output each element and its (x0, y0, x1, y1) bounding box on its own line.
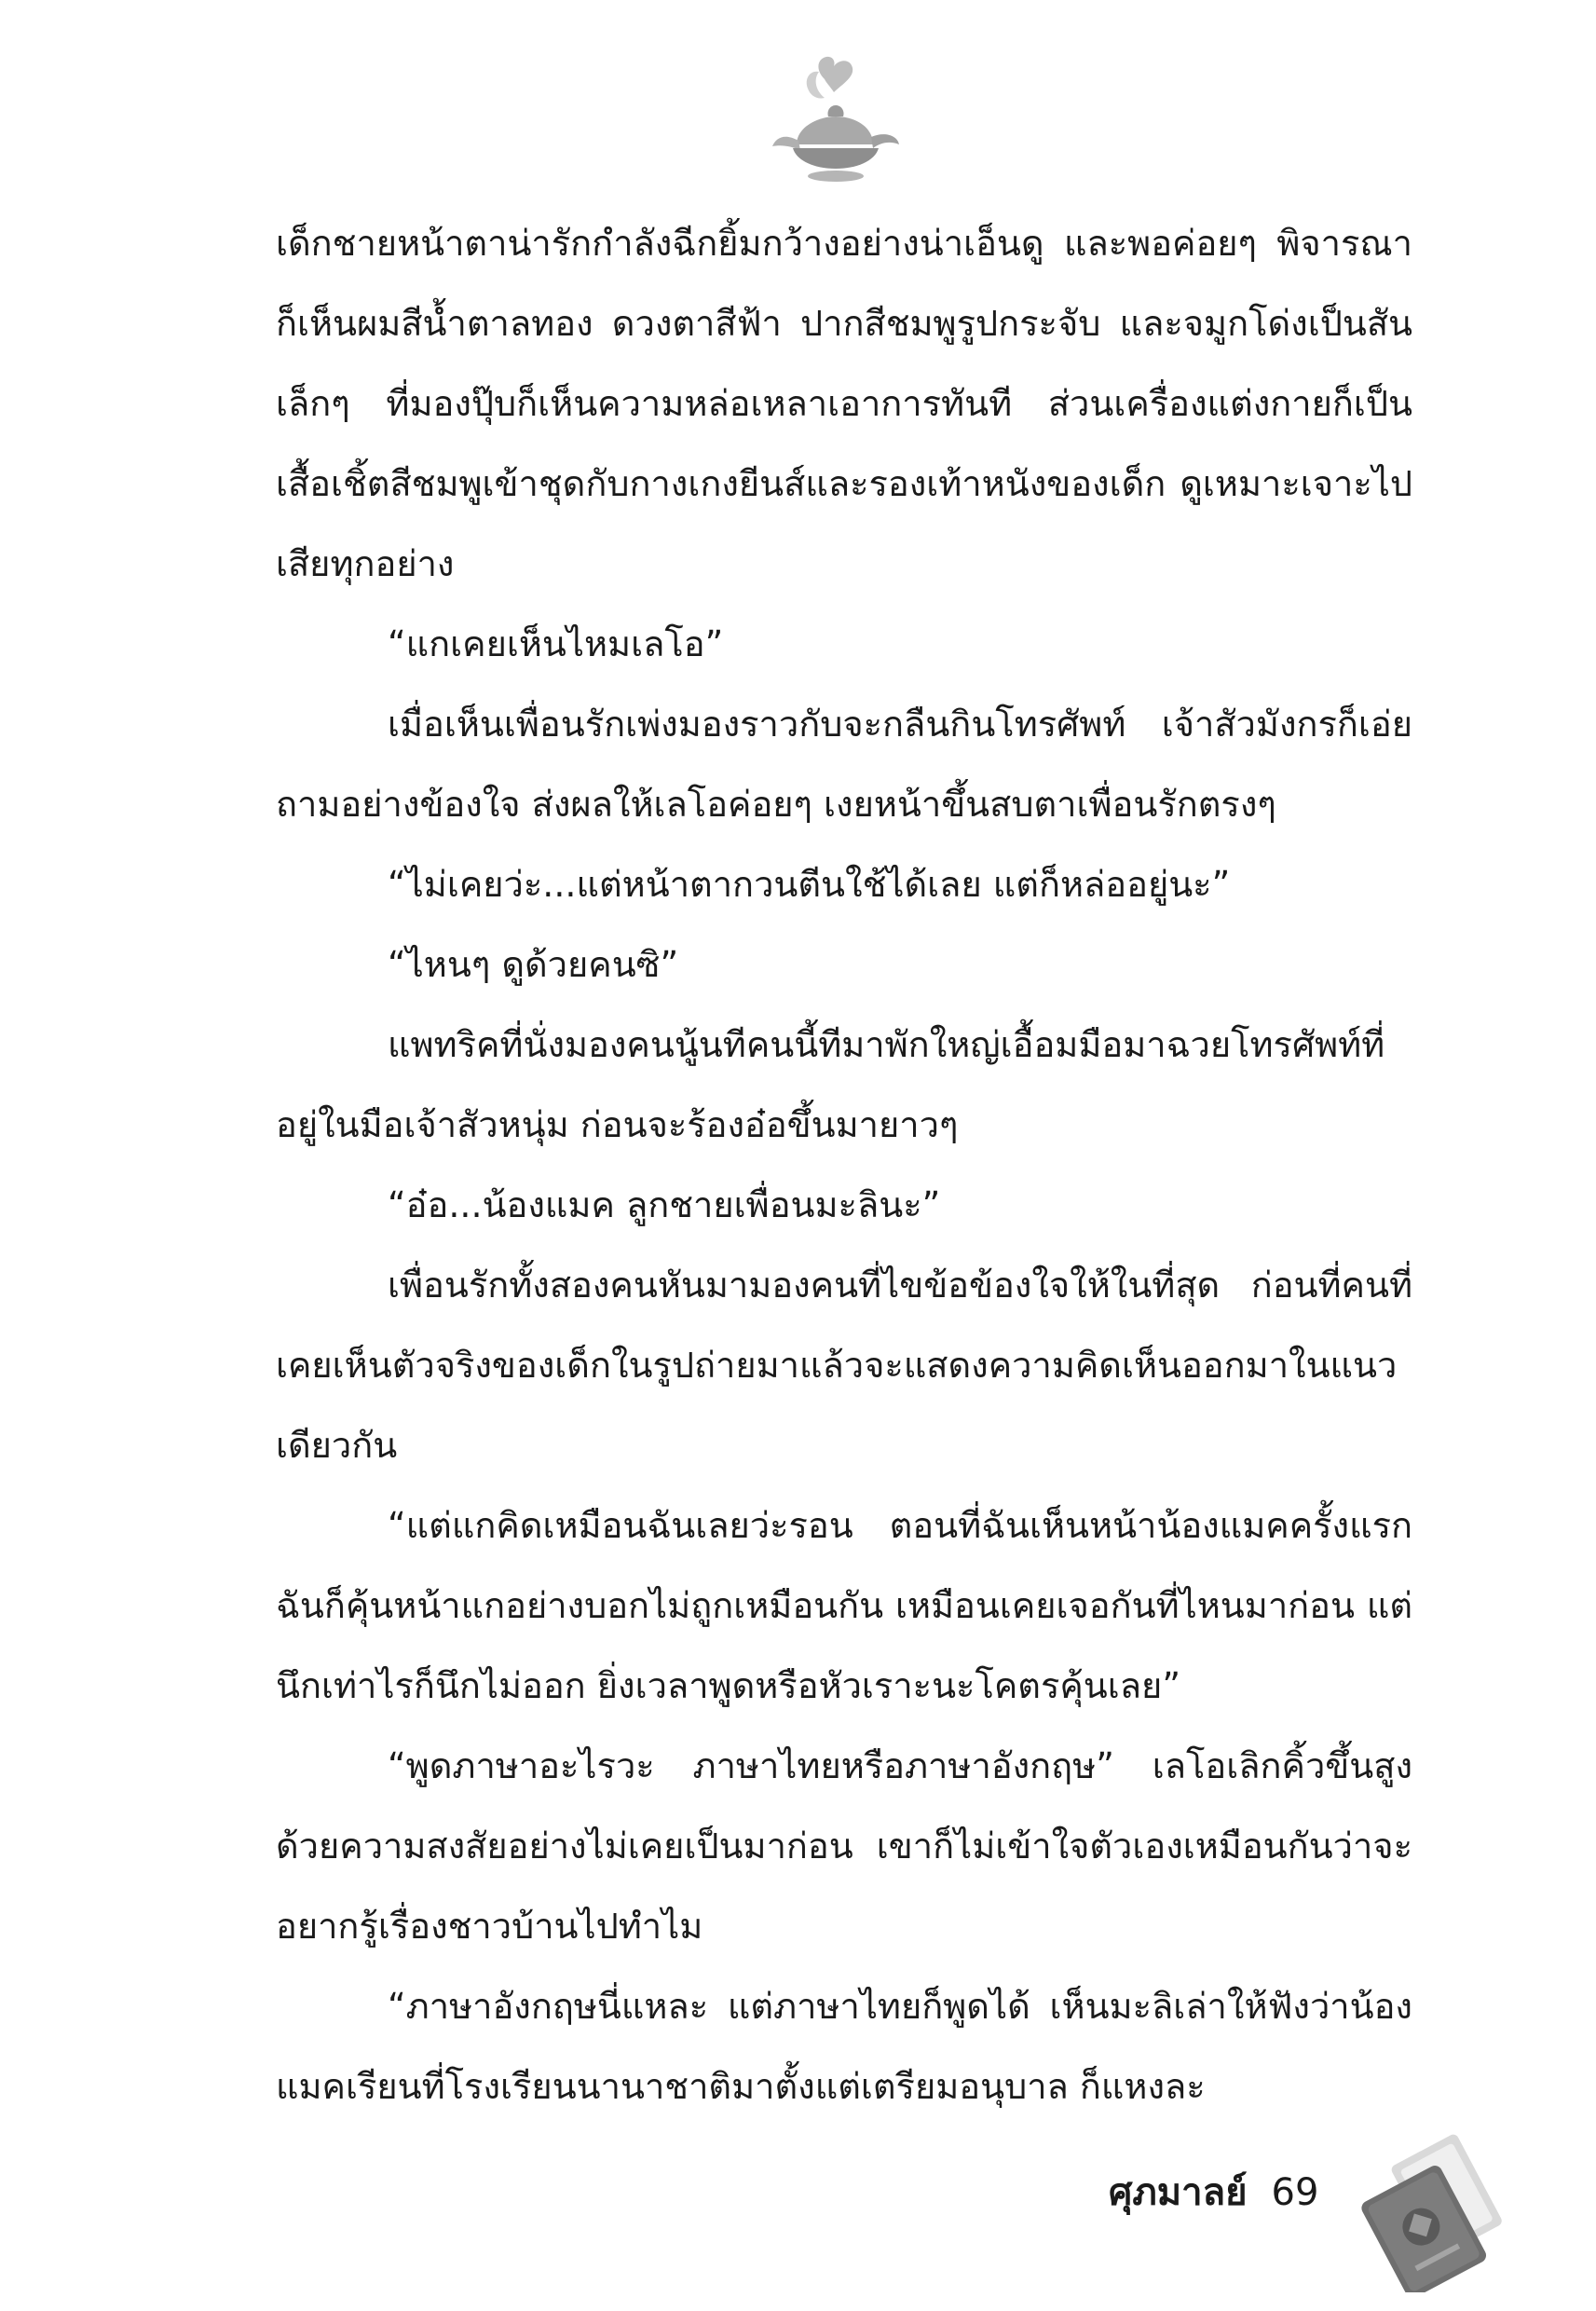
paragraph: เมื่อเห็นเพื่อนรักเพ่งมองราวกับจะกลืนกินโทรศัพท์ เจ้าสัวมังกรก็เอ่ยถามอย่างข้องใจ ส่งผลให้เลโอค่อยๆ เงยหน้าขึ้นสบตาเพื่อนรักตรงๆ (276, 704, 1412, 825)
body-text (276, 203, 1412, 2126)
author-name: ศุภมาลย์ (1109, 2171, 1248, 2214)
paragraph: “ไหนๆ ดูด้วยคนซิ” (388, 944, 679, 985)
page-number: 69 (1271, 2171, 1319, 2214)
genie-lamp-ornament-icon (759, 51, 908, 191)
paragraph: “พูดภาษาอะไรวะ ภาษาไทยหรือภาษาอังกฤษ” เลโอเลิกคิ้วขึ้นสูงด้วยความสงสัยอย่างไม่เคยเป็นมาก่อน เขาก็ไม่เข้าใจตัวเองเหมือนกันว่าจะอยากรู้เรื่องชาวบ้านไปทำไม (276, 1745, 1412, 1947)
paragraph: “แกเคยเห็นไหมเลโอ” (388, 623, 724, 664)
paragraph: เพื่อนรักทั้งสองคนหันมามองคนที่ไขข้อข้องใจให้ในที่สุด ก่อนที่คนที่เคยเห็นตัวจริงของเด็กในรูปถ่ายมาแล้วจะแสดงความคิดเห็นออกมาในแนวเดียวกัน (276, 1265, 1412, 1466)
paragraph: เด็กชายหน้าตาน่ารักกำลังฉีกยิ้มกว้างอย่างน่าเอ็นดู และพอค่อยๆ พิจารณาก็เห็นผมสีน้ำตาลทอง ดวงตาสีฟ้า ปากสีชมพูรูปกระจับ และจมูกโด่งเป็นสันเล็กๆ ที่มองปุ๊บก็เห็นความหล่อเหลาเอาการทันที ส่วนเครื่องแต่งกายก็เป็นเสื้อเชิ้ตสีชมพูเข้าชุดกับกางเกงยีนส์และรองเท้าหนังของเด็ก ดูเหมาะเจาะไปเสียทุกอย่าง (276, 223, 1412, 584)
paragraph: “อ๋อ...น้องแมค ลูกชายเพื่อนมะลินะ” (388, 1184, 941, 1225)
paragraph: แพทริคที่นั่งมองคนนู้นทีคนนี้ทีมาพักใหญ่เอื้อมมือมาฉวยโทรศัพท์ที่อยู่ในมือเจ้าสัวหนุ่ม ก่อนจะร้องอ๋อขึ้นมายาวๆ (276, 1024, 1385, 1145)
paragraph: “แต่แกคิดเหมือนฉันเลยว่ะรอน ตอนที่ฉันเห็นหน้าน้องแมคครั้งแรกฉันก็คุ้นหน้าแกอย่างบอกไม่ถูกเหมือนกัน เหมือนเคยเจอกันที่ไหนมาก่อน แต่นึกเท่าไรก็นึกไม่ออก ยิ่งเวลาพูดหรือหัวเราะนะโคตรคุ้นเลย” (276, 1505, 1412, 1706)
passport-icon (1351, 2134, 1514, 2292)
paragraph: “ภาษาอังกฤษนี่แหละ แต่ภาษาไทยก็พูดได้ เห็นมะลิเล่าให้ฟังว่าน้องแมคเรียนที่โรงเรียนนานาชาติมาตั้งแต่เตรียมอนุบาล ก็แหงละ (276, 1986, 1412, 2107)
page-footer (1109, 2162, 1318, 2222)
paragraph: “ไม่เคยว่ะ...แต่หน้าตากวนตีนใช้ได้เลย แต่ก็หล่ออยู่นะ” (388, 864, 1231, 905)
